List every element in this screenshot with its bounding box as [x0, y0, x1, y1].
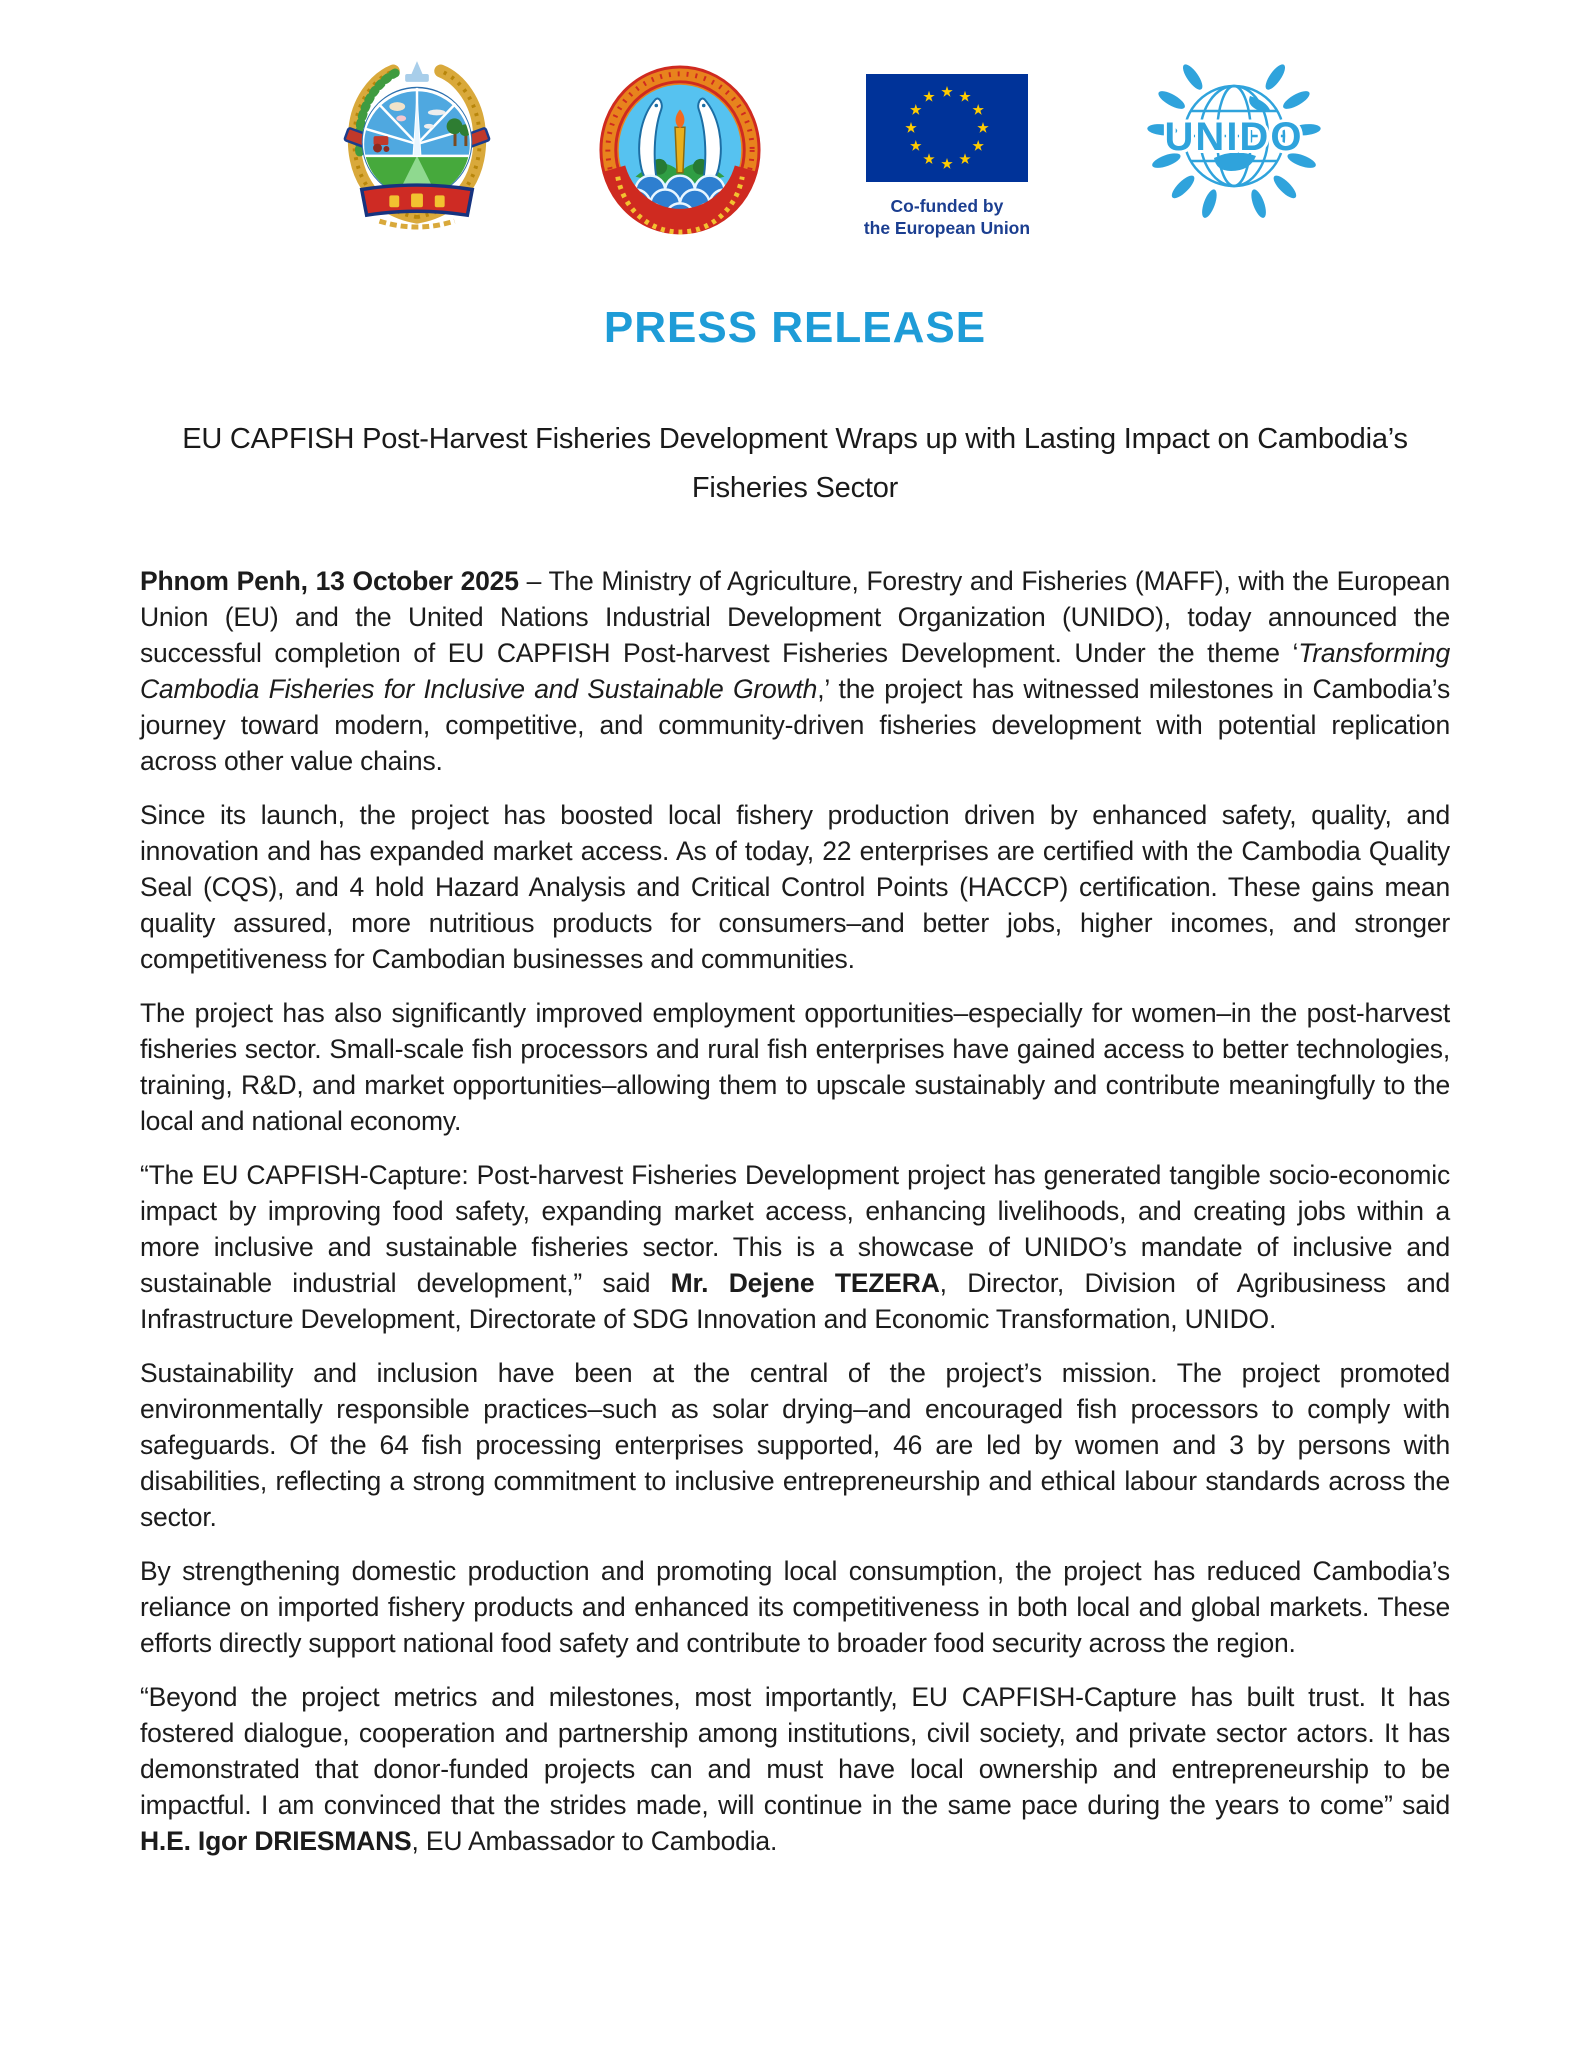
paragraph: [140, 797, 1450, 977]
text-run: , EU Ambassador to Cambodia.: [411, 1826, 778, 1856]
eu-cofunded-caption: [864, 195, 1030, 239]
paragraph: [140, 563, 1450, 779]
eu-caption-line1: Co-funded by: [890, 196, 1004, 216]
text-run: Phnom Penh, 13 October 2025: [140, 566, 519, 596]
paragraph: [140, 1679, 1450, 1859]
unido-wordmark: UNIDO: [1164, 115, 1304, 159]
paragraph: [140, 1553, 1450, 1661]
document-headline: EU CAPFISH Post-Harvest Fisheries Development Wraps up with Lasting Impact on Cambodia’s Fisheries Sector: [182, 423, 1408, 504]
maff-emblem-icon: [338, 60, 496, 238]
body-text: [140, 563, 1450, 1859]
eu-flag-icon: [866, 74, 1028, 182]
unido-globe-icon: [1130, 58, 1338, 232]
fisheries-administration-icon: [596, 62, 764, 238]
text-run: – The Ministry of Agriculture, Forestry and Fisheries (MAFF), with the European Union (EU) and the United Nations Industrial Development Organization (UNIDO), today announced the successful completion of EU CAPFISH Post-harvest Fisheries Development. Under the theme ‘: [140, 566, 1451, 668]
press-release-title: PRESS RELEASE: [603, 303, 987, 352]
text-run: Sustainability and inclusion have been at the central of the project’s mission. The project promoted environmentally responsible practices–such as solar drying–and encouraged fish processors to comply with safeguards. Of the 64 fish processing enterprises supported, 46 are led by women and 3 by persons with disabilities, reflecting a strong commitment to inclusive entrepreneurship and ethical labour standards across the sector.: [140, 1358, 1450, 1532]
eu-cofunded-logo: [864, 74, 1030, 239]
text-run: Since its launch, the project has boosted local fishery production driven by enhanced safety, quality, and innovation and has expanded market access. As of today, 22 enterprises are certified with the Cambodia Quality Seal (CQS), and 4 hold Hazard Analysis and Critical Control Points (HACCP) certification. These gains mean quality assured, more nutritious products for consumers–and better jobs, higher incomes, and stronger competitiveness for Cambodian businesses and communities.: [140, 800, 1450, 974]
text-run: By strengthening domestic production and promoting local consumption, the project has reduced Cambodia’s reliance on imported fishery products and enhanced its competitiveness in both local and global markets. These efforts directly support national food safety and contribute to broader food security across the region.: [140, 1556, 1450, 1658]
text-run: ,’ the project has witnessed milestones in Cambodia’s journey toward modern, competitive, and community-driven fisheries development with potential replication across other value chains.: [140, 674, 1450, 776]
logo-header: [338, 60, 1338, 239]
text-run: , Director, Division of Agribusiness and Infrastructure Development, Directorate of SDG Innovation and Economic Transformation, UNIDO.: [140, 1268, 1450, 1334]
text-run: “Beyond the project metrics and milestones, most importantly, EU CAPFISH-Capture has built trust. It has fostered dialogue, cooperation and partnership among institutions, civil society, and private sector actors. It has demonstrated that donor-funded projects can and must have local ownership and entrepreneurship to be impactful. I am convinced that the strides made, will continue in the same pace during the years to come” said: [140, 1682, 1450, 1820]
text-run: Mr. Dejene TEZERA: [670, 1268, 940, 1298]
paragraph: [140, 995, 1450, 1139]
eu-caption-line2: the European Union: [863, 218, 1031, 238]
text-run: “The EU CAPFISH-Capture: Post-harvest Fisheries Development project has generated tangible socio-economic impact by improving food safety, expanding market access, enhancing livelihoods, and creating jobs within a more inclusive and sustainable fisheries sector. This is a showcase of UNIDO’s mandate of inclusive and sustainable industrial development,” said: [140, 1160, 1450, 1298]
maff-emblem-logo: [338, 60, 496, 238]
text-run: The project has also significantly improved employment opportunities–especially for women–in the post-harvest fisheries sector. Small-scale fish processors and rural fish enterprises have gained access to better technologies, training, R&D, and market opportunities–allowing them to upscale sustainably and contribute meaningfully to the local and national economy.: [140, 998, 1450, 1136]
text-run: H.E. Igor DRIESMANS: [140, 1826, 412, 1856]
paragraph: [140, 1355, 1450, 1535]
paragraph: [140, 1157, 1450, 1337]
text-run: Transforming Cambodia Fisheries for Inclusive and Sustainable Growth: [140, 638, 1450, 704]
fisheries-administration-logo: [596, 60, 764, 238]
unido-logo: [1130, 60, 1338, 232]
